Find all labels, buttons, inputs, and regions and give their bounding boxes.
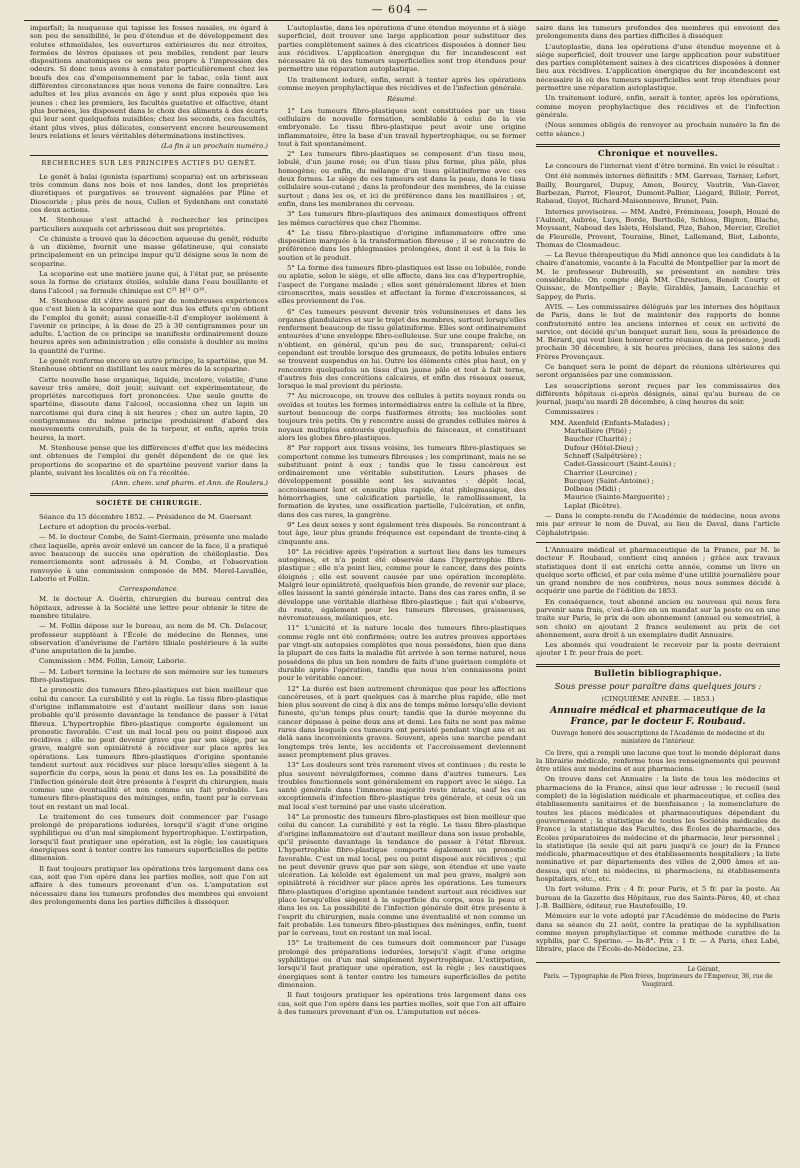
paragraph: Cette nouvelle base organique, liquide, incolore, volatile, d'une saveur très amère, doit jouir, suivant cet expérimentateur, de propriétés narcotiques fort prononcées. Une seule goutte de spartéine, dissoute dans l'alcool, occasionna chez un lapin un narcotisme qui dura cinq à six heures ; chez un autre lapin, 20 centigrammes du même principe produisirent d'abord des mouvements convulsifs, puis de la torpeur, et enfin, après trois heures, la mort. xyxy=(30,375,268,442)
resume-item: 4° Le tissu fibro-plastique d'origine inflammatoire offre une disposition marquée à la transformation fibreuse ; il se rencontre de préférence dans les phlegmasies prolongées, dont il est à la fois le soutien et le produit. xyxy=(278,228,526,262)
paragraph: saire dans les tumeurs profondes des membres qui envoient des prolongements dans des parties difficiles à disséquer. xyxy=(536,24,780,41)
divider xyxy=(536,144,780,147)
divider xyxy=(30,155,268,156)
column-3 xyxy=(536,24,780,1164)
paragraph: AVIS. — Les commissaires délégués par les internes des hôpitaux de Paris, dans le but de maintenir des rapports de bonne confraternité entre les anciens internes et ceux en activité de service, ont décidé qu'un banquet aurait lieu, sous la présidence de M. Bérard, qui veut bien honorer cette réunion de sa présence, jeudi prochain 30 décembre, à six heures précises, dans les salons des Frères Provençaux. xyxy=(536,302,780,361)
column-1 xyxy=(30,24,268,1164)
divider xyxy=(30,493,268,496)
gerant-line: Le Gérant, xyxy=(687,965,720,973)
paragraph: Ce chimiste a trouvé que la décoction aqueuse du genêt, réduite à un dixième, fournit une masse gélatineuse, qui consiste principalement en un principe impur qu'il désigne sous le nom de scoparine. xyxy=(30,234,268,268)
source-citation: (Ann. chem. und pharm. et Ann. de Roulers.) xyxy=(111,479,268,488)
memoire-notice: Mémoire sur le vote adopté par l'Académie de médecine de Paris dans sa séance du 21 août, contre la pratique de la syphilisation comme moyen prophylactique et comme méthode curative de la syphilis, par C. Sperino. — In-8°. Prix : 1 fr. — A Paris, chez Labé, libraire, place de l'École-de-Médecine, 23. xyxy=(536,912,780,954)
paragraph: Un fort volume. Prix : 4 fr. pour Paris, et 5 fr. par la poste. Au bureau de la Gazette des Hôpitaux, rue des Saints-Pères, 40, et chez J.-B. Baillière, éditeur, rue Hautefeuille, 19. xyxy=(536,885,780,910)
paragraph: M. le docteur A. Guérin, chirurgien du bureau central des hôpitaux, adresse à la Société une lettre pour obtenir le titre de membre titulaire. xyxy=(30,595,268,620)
list-item: Schneff (Salpêtrière) ; xyxy=(564,451,642,460)
list-item: Charrier (Lourcine) ; xyxy=(564,468,638,477)
section-title-bulletin: Bulletin bibliographique. xyxy=(593,668,723,679)
resume-item: Il faut toujours pratiquer les opérations très largement dans ces cas, soit que l'on opère dans les parties molles, soit que l'on ait affaire à des tumeurs provenant d'un os. L'amputation est néces- xyxy=(278,991,526,1016)
resume-item: 13° Les douleurs sont très rarement vives et continues ; du reste le plus souvent névralgiformes, comme dans d'autres tumeurs. Les troubles fonctionnels sont généralement en rapport avec le siège. La santé générale dans l'immense majorité reste intacte, sauf les cas exceptionnels d'infection fibro-plastique très générale, et ceux où un mal local s'est terminé par une vaste ulcération. xyxy=(278,761,526,811)
paragraph: Lecture et adoption du procès-verbal. xyxy=(39,523,172,532)
resume-item: 5° La forme des tumeurs fibro-plastiques est lisse ou lobulée, ronde ou aplatie, selon le siège, et elle affecte, dans les cas d'hypertrophie, l'aspect de l'organe malade ; elles sont généralement libres et bien circonscrites, mais sessiles et affectant la forme d'excroissances, si elles proviennent de l'os. xyxy=(278,264,526,306)
commissaires-list xyxy=(550,419,780,510)
page-number: — 604 — xyxy=(371,3,429,16)
resume-item: 3° Les tumeurs fibro-plastiques des animaux domestiques offrent les mêmes caractères que chez l'homme. xyxy=(278,210,526,227)
list-item: Dolbeau (Midi) ; xyxy=(564,485,621,494)
header-rule xyxy=(24,20,778,21)
paragraph: — Dans le compte-rendu de l'Académie de médecine, nous avons mis par erreur le nom de Duval, au lieu de Daval, dans l'article Céphalotripsie. xyxy=(536,512,780,537)
annee-line: (CINQUIÈME ANNÉE. — 1853.) xyxy=(601,695,715,704)
paragraph: Les souscriptions seront reçues par les commissaires des différents hôpitaux ci-après désignés, ainsi qu'au bureau de ce journal, jusqu'au mardi 28 décembre, à cinq heures du soir. xyxy=(536,381,780,407)
resume-item: 6° Ces tumeurs peuvent devenir très volumineuses et dans les organes glandulaires et sur le trajet des membres, surtout lorsqu'elles renferment beaucoup de tissu gélatiniforme. Elles sont ordinairement entourées d'une enveloppe fibro-celluleuse. Sur une coupe fraîche, on n'obtient, en général, qu'un peu de suc, transparent; celui-ci cependant est trouble lorsque des grumeaux, de petits lobules entiers se trouvent suspendus en lui. Outre les éléments cités plus haut, on y rencontre quelquefois un tissu d'un jaune pâle et tout à fait terne, d'autres fois des concrétions calcaires, et enfin des réseaux osseux, lorsque le mal provient du périoste. xyxy=(278,307,526,391)
subsection-title-correspondance: Correspondance. xyxy=(119,585,179,594)
paragraph: M. Stenhouse dit s'être assuré par de nombreuses expériences que c'est bien à la scoparine que sont dus les effets qu'on obtient de l'emploi du genêt; aussi conseille-t-il d'employer isolément à l'avenir ce principe, à la dose de 25 à 30 centigrammes pour un adulte. L'action de ce principe se manifeste ordinairement douze heures après son administration ; elle consiste à doubler au moins la quantité de l'urine. xyxy=(30,296,268,355)
footer xyxy=(536,962,780,988)
list-item: Dufour (Hôtel-Dieu) ; xyxy=(564,443,639,452)
list-item: Baucher (Charité) ; xyxy=(564,435,632,444)
paragraph: — M. Follin dépose sur le bureau, au nom de M. Ch. Delacour, professeur suppléant à l'École de médecine de Rennes, une observation d'anévrisme de l'artère tibiale postérieure à la suite d'une amputation de la jambe. xyxy=(30,622,268,656)
imprimerie-line: Paris. — Typographie de Plon frères, Imprimeurs de l'Empereur, 36, rue de Vaugirard. xyxy=(543,973,773,988)
paragraph: Commissaires : xyxy=(545,408,599,417)
paragraph: Les abonnés qui voudraient le recevoir par la poste devraient ajouter 1 fr. pour frais de port. xyxy=(536,641,780,658)
resume-item: 8° Par rapport aux tissus voisins, les tumeurs fibro-plastiques se comportent comme les tumeurs fibreuses ; les comprimant, mais ne se substituant point à eux ; tandis que le tissu cancéreux est ordinairement une véritable substitution. Leurs phases de développement possible sont les suivantes : dépôt local, accroissement lent et ensuite plus rapide, état phlegmasique, des hémorrhagies, une calcification partielle, le ramollissement, la formation de kystes, une ossification partielle, l'ulcération, et enfin, dans des cas rares, la gangrène. xyxy=(278,444,526,519)
divider xyxy=(536,664,780,667)
paragraph: — La Revue thérapeutique du Midi annonce que les candidats à la chaire d'anatomie, vacante à la Faculté de Montpellier par la mort de M. le professeur Dubreuilh, se présentent en nombre très considérable. On compte déjà MM. Chrestien, Benoît Courty et Quissac, de Montpellier ; Bayle, Giraldès, Jamain, Lacauchie et Sappey, de Paris. xyxy=(536,251,780,301)
paragraph: Le traitement de ces tumeurs doit commencer par l'usage prolongé de préparations iodurées, lorsqu'il s'agit d'une origine syphilitique ou d'un mal simplement hypertrophique. L'extirpation, lorsqu'il faut pratiquer une opération, est la règle; les caustiques énergiques sont à tenter contre les tumeurs superficielles de petite dimension. xyxy=(30,812,268,863)
resume-item: 15° Le traitement de ces tumeurs doit commencer par l'usage prolongé des préparations iodurées, lorsqu'il s'agit d'une origine syphilitique ou d'un mal simplement hypertrophique. L'extirpation, lorsqu'il faut pratiquer une opération, est la règle ; les caustiques énergiques sont à tenter contre les tumeurs superficielles de petite dimension. xyxy=(278,939,526,989)
paragraph: En conséquence, tout abonné ancien ou nouveau qui nous fera parvenir sans frais, c'est-à-dire en un mandat sur la poste ou en une traite sur Paris, le prix de son abonnement (annuel ou semestriel, à son choix) en ajoutant 2 francs seulement au prix de cet abonnement, aura droit à un exemplaire dudit Annuaire. xyxy=(536,597,780,639)
paragraph: Le concours de l'internat vient d'être terminé. En voici le résultat : xyxy=(545,162,780,171)
paragraph: Ont été nommés internes définitifs : MM. Garreau, Tarnier, Lefort, Bailly, Bourgarel, Dupuy, Amen, Bourcy, Vautrin, Van-Gaver, Barbezan, Parrot, Fleurot, Dumont-Pallier, Liégard, Billoir, Perret, Rabaud, Guyot, Richard-Maisonneuve, Brunet, Pain. xyxy=(536,172,780,206)
list-item: Cadet-Gassicourt (Saint-Louis) ; xyxy=(564,460,676,469)
resume-item: 12° La durée est bien autrement chronique que pour les affections cancéreuses, et à part quelques cas à marche plus rapide, elle met bien plus souvent de cinq à dix ans de temps même lorsqu'elle devient funeste, qu'un temps plus court; tandis que la durée moyenne du cancer dépasse à peine deux ans et demi. Les faits ne sont pas même rares dans lesquels ces tumeurs ont persisté pendant vingt ans et au delà sans inconvénients graves. Souvent, après une marche pendant longtemps très lente, les accidents et l'accroissement deviennent assez promptement plus graves. xyxy=(278,684,526,759)
resume-item: 14° Le pronostic des tumeurs fibro-plastiques est bien meilleur que celui du cancer. La curabilité y est la règle. Le tissu fibro-plastique d'origine inflammatoire est d'autant meilleur dans son issue probable, qu'il présente davantage la tendance de passer à l'état fibreux. L'hypertrophie fibro-plastique comporte également un pronostic favorable. C'est un mal local, peu ou point disposé aux récidives ; qui ne peut devenir grave que par son siège, son étendue et une vaste ulcération. La kéloïde est également un mal peu grave, malgré son opiniâtreté à récidiver sur place après les opérations. Les tumeurs fibro-plastiques d'origine spontanée tendent surtout aux récidives sur place lorsqu'elles siègent à la superficie du corps, sous la peau et dans les os. La possibilité de l'infection générale doit être présente à l'esprit du chirurgien, mais comme une éventualité et non comme un fait probable. Les tumeurs fibro-plastiques des méninges, enfin, tuent par le cerveau, tout en restant un mal local. xyxy=(278,813,526,938)
list-item: MM. Axenfeld (Enfants-Malades) ; xyxy=(550,418,670,427)
paragraph: Un traitement ioduré, enfin, serait à tenter, après les opérations, comme moyen prophylactique des récidives et de l'infection générale. xyxy=(536,94,780,119)
resume-item: 10° La récidive après l'opération a surtout lieu dans les tumeurs autogènes, et n'a point été observée dans l'hypertrophie fibro-plastique ; elle n'a point lieu, comme pour le cancer, dans des points éloignés ; elle est souvent causée par une opération incomplète. Malgré leur opiniâtreté, quelquefois bien grande, de revenir sur place, elles laissent la santé générale intacte. Dans des cas rares enfin, il se développe une véritable diathèse fibro-plastique ; fait qui s'observe, du reste, également pour les tumeurs fibreuses, graisseuses, névromateuses, mélaniques, etc. xyxy=(278,547,526,623)
paragraph: M. Stenhouse s'est attaché à rechercher les principes particuliers auxquels cet arbrisseau doit ses propriétés. xyxy=(30,216,268,233)
divider xyxy=(536,542,780,543)
seance-line: Séance du 15 décembre 1852. — Présidence de M. Guersant xyxy=(39,512,252,521)
list-item: Martellière (Pitié) ; xyxy=(564,427,632,436)
paragraph: Internes provisoires. — MM. André, Frémineau, Joseph, Houzé de l'Aulnoit, Aubrée, Luys, Borde, Berthollé, Schloss, Bignon, Blache, Moyssant, Naboud des Islets, Holsland, Pize, Bahon, Mercier, Grellet de Fleurelle, Provent, Touraine, Binet, Lallemand, Biot, Labonte, Thomas de Closmadeuc. xyxy=(536,207,780,249)
paragraph: La scoparine est une matière jaune qui, à l'état pur, se présente sous la forme de cristaux étoilés, soluble dans l'eau bouillante et dans l'alcool ; sa formule chimique est C²¹ H¹¹ O¹⁰. xyxy=(30,270,268,295)
continued-note: (La fin à un prochain numéro.) xyxy=(161,142,268,151)
paragraph: Ce livre, qui a rempli une lacune que tout le monde déplorait dans la librairie médicale, renferme tous les renseignements qui peuvent être utiles aux médecins et aux pharmaciens. xyxy=(536,748,780,774)
sous-presse-line: Sous presse pour paraître dans quelques jours : xyxy=(554,682,762,693)
annuaire-title: Annuaire médical et pharmaceutique de la France, par le docteur F. Roubaud. xyxy=(550,706,766,728)
paragraph: imparfait; la muqueuse qui tapisse les fosses nasales, ou égard à son peu de sensibilité, le peu d'étendue et de développement des volutes ethmoïdales, les ouvertures extérieures du nez étroites, formées de lèvres épaisses et peu mobiles, rendent par leurs dispositions anatomiques ce sens peu propre à l'impression des odeurs. Si donc nous avons à constater particulièrement chez les bœufs des cas d'empoisonnement par le tabac, cela tient aux différentes circonstances que nous venons de faire connaître. Les adultes et les plus avancés en âge y sont plus exposés que les jeunes : chez les premiers, les facultés gustative et olfactive, étant plus bornées, les disposent dans le choix des aliments à des écarts qui leur sont quelquefois nuisibles; chez les seconds, ces facultés, étant plus vives, plus délicates, conservent encore heureusement leurs relations et leurs véritables déterminations instinctives. xyxy=(30,24,268,140)
paragraph: Un traitement ioduré, enfin, serait à tenter après les opérations comme moyen prophylactique des récidives et de l'infection générale. xyxy=(278,75,526,93)
paragraph: — M. Lebert termine la lecture de son mémoire sur les tumeurs fibro-plastiques. xyxy=(30,667,268,685)
paragraph: L'autoplastie, dans les opérations d'une étendue moyenne et à siège superficiel, doit trouver une large application pour substituer des parties complètement saines à des cicatrices disposées à donner lieu aux récidives. L'application énergique du fer incandescent est nécessaire là où des tumeurs superficielles sont trop étendues pour permettre une réparation autoplastique. xyxy=(536,42,780,93)
resume-item: 9° Les deux sexes y sont également très disposés. Se rencontrant à tout âge, leur plus grande fréquence est cependant de trente-cinq à cinquante ans. xyxy=(278,520,526,546)
paragraph: M. Stenhouse pense que les différences d'effet que les médecins ont obtenues de l'emploi du genêt dépendent de ce que les proportions de scoparine et de spartéine peuvent varier dans la plante, suivant les localités où on l'a récoltée. xyxy=(30,443,268,477)
section-title-chronique: Chronique et nouvelles. xyxy=(597,148,719,159)
section-title-societe: SOCIÉTÉ DE CHIRURGIE. xyxy=(95,499,203,508)
resume-item: 1° Les tumeurs fibro-plastiques sont constituées par un tissu cellulaire de nouvelle formation, semblable à celui de la vie embryonale. Le tissu fibro-plastique peut avoir une origine inflammatoire, être la base d'un travail hypertrophique, ou se former tout à fait spontanément. xyxy=(278,106,526,148)
paragraph: Le pronostic des tumeurs fibro-plastiques est bien meilleur que celui du cancer. La curabilité y est la règle. Le tissu fibro-plastique d'origine inflammatoire est d'autant meilleur dans son issue probable qu'il présente davantage la tendance de passer à l'état fibreux. L'hypertrophie fibro-plastique comporte également un pronostic favorable. C'est un mal local peu ou point disposé aux récidives ; elle ne peut devenir grave que par son siège, par sa grave, malgré son opiniâtreté à récidiver sur place après les opérations. Les tumeurs fibro-plastiques d'origine spontanée tendent surtout aux récidives sur place lorsqu'elles siègent à la superficie du corps, sous la peau et dans les os. La possibilité de l'infection générale doit être présente à l'esprit du chirurgien, mais comme une éventualité et non comme un fait probable. Les tumeurs fibro-plastiques des méninges, enfin, tuent par le cerveau tout en restant un mal local. xyxy=(30,686,268,811)
paragraph: Le genêt renferme encore un autre principe, la spartéine, que M. Stenhouse obtient en distillant les eaux mères de la scoparine. xyxy=(30,356,268,374)
column-2 xyxy=(278,24,526,1164)
list-item: Maurice (Sainte-Marguerite) ; xyxy=(564,493,670,502)
paragraph: Il faut toujours pratiquer les opérations très largement dans ces cas, soit que l'on opère dans les parties molles, soit que l'on ait affaire à des tumeurs provenant d'un os. L'amputation est nécessaire dans les tumeurs profondes des membres qui envoient des prolongements dans les parties difficiles à disséquer. xyxy=(30,864,268,906)
paragraph: On trouve dans cet Annuaire : la liste de tous les médecins et pharmaciens de la France, ainsi que leur adresse ; le recueil (seul complet) de la législation médicale et pharmaceutique, et celles des établissements sanitaires et de bienfaisance ; la nomenclature de toutes les places médicales et pharmaceutiques dépendant du gouvernement ; la statistique de toutes les Sociétés médicales de France ; la statistique des Facultés, des Écoles de pharmacie, des Écoles préparatoires de médecine et de pharmacie, leur personnel ; la statistique (la seule qui ait paru jusqu'à ce jour) de la France médicale, pharmaceutique et des établissements hospitaliers ; la liste nominative et par départements des villes de 2,000 âmes et au-dessus, qui n'ont ni médecins, ni pharmaciens, ni établissements hospitaliers, etc., etc. xyxy=(536,775,780,884)
paragraph: Le genêt à balai (genista (spartium) scoparia) est un arbrisseau très commun dans nos bois et nos landes, dont les propriétés diurétiques et purgatives se trouvent signalées par Pline et Dioscoride ; plus près de nous, Cullen et Sydenham ont constaté ces deux actions. xyxy=(30,172,268,214)
paragraph: Ce banquet sera le point de départ de réunions ultérieures qui seront organisées par une commission. xyxy=(536,362,780,380)
article-title-genet: RECHERCHES SUR LES PRINCIPES ACTIFS DU GENÊT. xyxy=(41,159,257,168)
resume-title: Résumé. xyxy=(386,95,418,104)
paragraph: — M. le docteur Combe, de Saint-Germain, présente une malade chez laquelle, après avoir enlevé un cancer de la face, il a pratiqué avec beaucoup de succès une opération de chéiloplastie. Des remerciements sont adressés à M. Combe, et l'observation renvoyée à une commission composée de MM. Morel-Lavallée, Laborie et Follin. xyxy=(30,533,268,583)
annuaire-subtitle: Ouvrage honoré des souscriptions de l'Académie de médecine et du ministère de l'intérieur. xyxy=(551,730,765,745)
paragraph: L'Annuaire médical et pharmaceutique de la France, par M. le docteur F. Roubaud, contient cinq années ; grâce aux travaux statistiques dont il est enrichi cette année, comme un livre en quelque sorte officiel, et par cela même d'une utilité journalière pour un grand nombre de nos confrères, nous nous sommes décidé à acquérir une partie de l'édition de 1853. xyxy=(536,545,780,596)
paragraph: Commission : MM. Follin, Lenoir, Laborie. xyxy=(39,657,187,666)
paragraph: (Nous sommes obligés de renvoyer au prochain numéro la fin de cette séance.) xyxy=(536,121,780,138)
paragraph: L'autoplastie, dans les opérations d'une étendue moyenne et à siège superficiel, doit trouver une large application pour substituer des parties complètement saines à des cicatrices disposées à donner lieu aux récidives. L'application énergique du fer incandescent est nécessaire là où des tumeurs superficielles sont trop étendues pour permettre une réparation autoplastique. xyxy=(278,24,526,74)
list-item: Bucquoy (Saint-Antoine) ; xyxy=(564,476,654,485)
list-item: Leplat (Bicêtre). xyxy=(564,501,622,510)
resume-item: 11° L'unicité et la nature locale des tumeurs fibro-plastiques comme règle ont été confirmées; outre les autres preuves apportées par vingt-six autopsies complètes que nous possédons, bien que dans la plupart de ces faits la maladie fût arrivée à son terme naturel, nous possédons de plus un bon nombre de faits d'une guérison complète et durable après l'opération, tandis que nous n'en connaissons point pour le véritable cancer. xyxy=(278,624,526,683)
resume-item: 2° Les tumeurs fibro-plastiques se composent d'un tissu mou, lobulé, d'un jaune rosé; ou d'un tissu plus ferme, plus pâle, plus homogène; ou enfin, du mélange d'un tissu gélatiniforme avec ces deux formes. Le siège de ces tumeurs est dans la peau, dans le tissu cellulaire sous-cutané ; dans la profondeur des membres, de la cuisse surtout ; dans les os, et ici de préférence dans les maxillaires ; et, enfin, dans les membranes du cerveau. xyxy=(278,150,526,208)
resume-item: 7° Au microscope, on trouve des cellules à petits noyaux ronds ou ovoïdes et toutes les formes intermédiaires entre la cellule et la fibre, surtout beaucoup de corps fusiformes étroits; les nucléoles sont toujours très petits. On y rencontre aussi de grandes cellules mères à noyaux multiples entourés quelquefois de faisceaux, et constituant alors les globes fibro-plastiques. xyxy=(278,392,526,442)
